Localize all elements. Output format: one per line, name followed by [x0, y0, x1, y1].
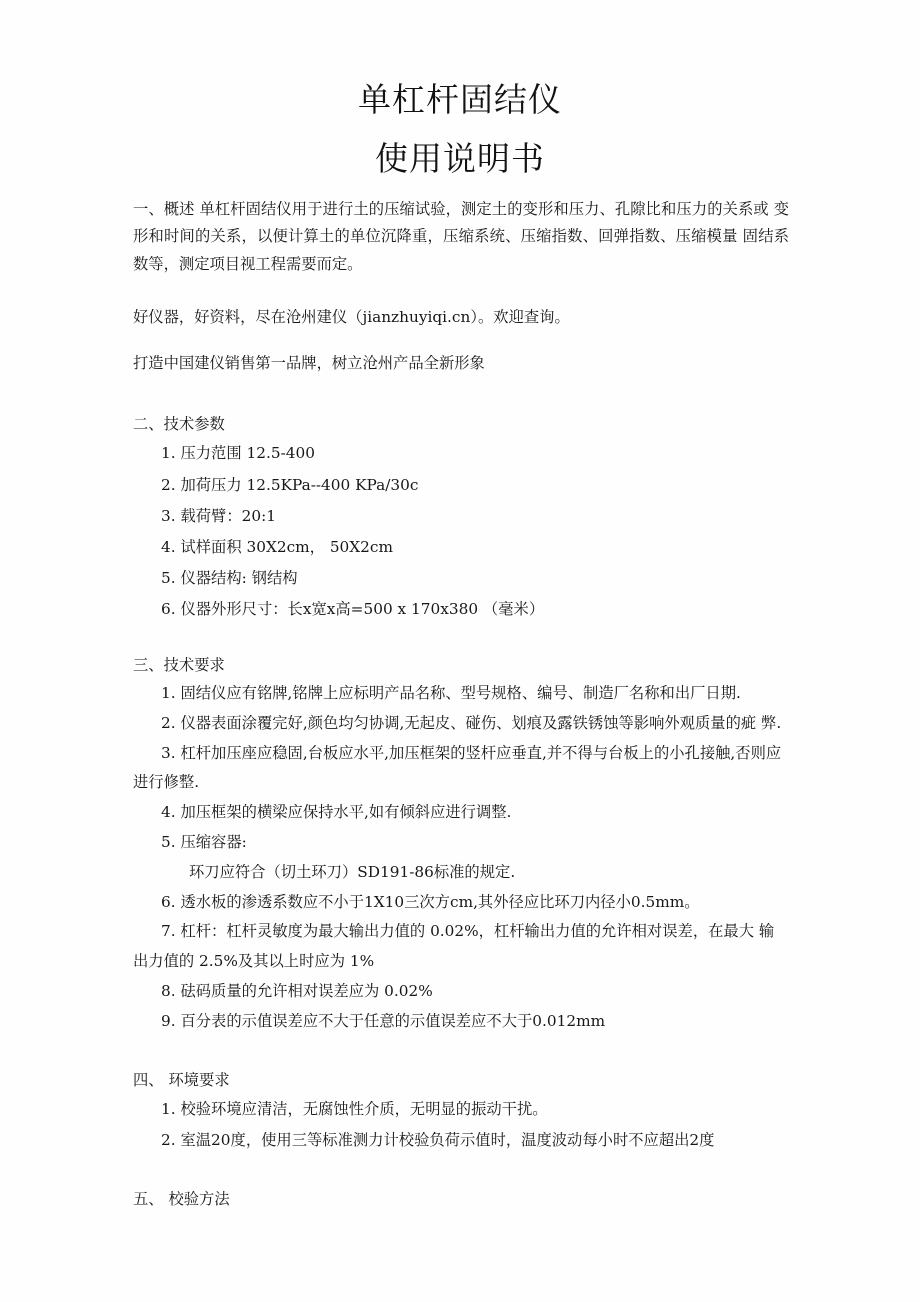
environment-requirements-list: [133, 1094, 789, 1156]
technical-parameters-list: [133, 438, 789, 625]
promo-line-2: 打造中国建仪销售第一品牌，树立沧州产品全新形象: [133, 353, 485, 372]
list-item: 1. 固结仪应有铭牌,铭牌上应标明产品名称、型号规格、编号、制造厂名称和出厂日期.: [161, 684, 741, 703]
list-item: 5. 仪器结构: 钢结构: [161, 569, 298, 588]
list-item: 3. 杠杆加压座应稳固,台板应水平,加压框架的竖杆应垂直,并不得与台板上的小孔接触,否则应进行修整.: [133, 743, 782, 792]
section-heading-technical-parameters: 二、技术参数: [133, 415, 225, 434]
page-title-line-1: 单杠杆固结仪: [358, 80, 562, 119]
page-title-line-2: 使用说明书: [375, 139, 545, 178]
list-item: 1. 压力范围 12.5-400: [161, 444, 315, 463]
spacer: [133, 332, 789, 350]
list-item: 1. 校验环境应清洁，无腐蚀性介质，无明显的振动干扰。: [161, 1100, 548, 1119]
list-item: 2. 加荷压力 12.5KPa--400 KPa/30c: [161, 475, 419, 494]
spacer: [133, 377, 789, 411]
section-heading-calibration-method: 五、 校验方法: [133, 1190, 230, 1209]
spacer: [133, 1156, 789, 1186]
list-item: 4. 试样面积 30X2cm， 50X2cm: [161, 538, 393, 557]
section-heading-environment-requirements: 四、 环境要求: [133, 1070, 230, 1089]
list-item: 6. 仪器外形尺寸：长x宽x高=500 x 170x380 （毫米）: [161, 600, 545, 619]
section-heading-technical-requirements: 三、技术要求: [133, 655, 225, 674]
list-item: 8. 砝码质量的允许相对误差应为 0.02%: [161, 982, 433, 1001]
sub-item-ring-knife-standard: 环刀应符合（切土环刀）SD191-86标准的规定.: [189, 862, 516, 881]
promo-line-1: 好仪器，好资料，尽在沧州建仪（jianzhuyiqi.cn）。欢迎查询。: [133, 308, 570, 327]
list-item: 5. 压缩容器:: [161, 833, 247, 852]
list-item: 6. 透水板的渗透系数应不小于1X10三次方cm,其外径应比环刀内径小0.5mm。: [161, 892, 700, 911]
document-body: [133, 196, 789, 1214]
technical-requirements-list: [133, 679, 789, 858]
document-title-block: [0, 74, 920, 185]
list-item: 7. 杠杆：杠杆灵敏度为最大输出力值的 0.02%，杠杆输出力值的允许相对误差，在最大 输出力值的 2.5%及其以上时应为 1%: [133, 922, 775, 971]
list-item: 2. 仪器表面涂覆完好,颜色均匀协调,无起皮、碰伤、划痕及露铁锈蚀等影响外观质量的疵 弊.: [161, 713, 782, 732]
spacer: [133, 626, 789, 652]
technical-requirements-list-continued: [133, 888, 789, 1037]
list-item: 3. 载荷臂：20:1: [161, 506, 276, 525]
list-item: 4. 加压框架的横梁应保持水平,如有倾斜应进行调整.: [161, 803, 512, 822]
overview-paragraph: 一、概述 单杠杆固结仪用于进行土的压缩试验，测定土的变形和压力、孔隙比和压力的关系或 变形和时间的关系，以便计算土的单位沉降重，压缩系统、压缩指数、回弹指数、压缩模量 固结系数等，测定项目视工程需要而定。: [133, 200, 789, 273]
spacer: [133, 1037, 789, 1067]
list-item: 2. 室温20度，使用三等标准测力计校验负荷示值时，温度波动每小时不应超出2度: [161, 1131, 715, 1150]
list-item: 9. 百分表的示值误差应不大于任意的示值误差应不大于0.012mm: [161, 1011, 606, 1030]
spacer: [133, 278, 789, 304]
